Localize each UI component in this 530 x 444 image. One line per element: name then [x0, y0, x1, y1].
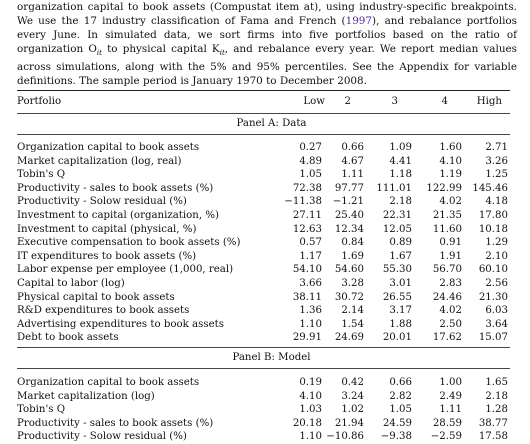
row-value: 1.17	[299, 250, 322, 262]
row-value: 28.59	[432, 417, 462, 429]
row-value: 1.02	[341, 404, 364, 416]
header-3: 3	[391, 96, 398, 107]
row-label: Physical capital to book assets	[17, 291, 175, 303]
row-value: 24.59	[382, 417, 412, 429]
row-value: 1.10	[299, 318, 322, 330]
caption-text-4: , and rebalance every year. We report median values across simulations, along with the 5% and 95% percentiles. See the Appendix for variable definitions. The sample period is January 1970 to December 2008.	[17, 43, 517, 88]
header-4: 4	[441, 96, 448, 107]
row-value: 2.56	[485, 278, 508, 289]
row-value: 30.72	[334, 291, 364, 303]
caption-subscript-2: it	[219, 49, 225, 58]
panel-a-rule	[17, 134, 510, 135]
panel-b-top-rule	[17, 347, 510, 348]
row-value: 2.71	[485, 142, 508, 153]
row-value: 1.54	[341, 318, 364, 330]
row-value: 1.10	[299, 431, 322, 443]
row-value: 0.91	[439, 237, 462, 249]
row-value: 12.05	[382, 223, 412, 235]
row-value: 1.88	[389, 318, 412, 330]
row-value: 22.31	[382, 210, 412, 221]
row-value: 0.42	[341, 377, 364, 388]
row-label: Capital to labor (log)	[17, 278, 125, 289]
row-value: 1.29	[485, 237, 508, 249]
table-row	[17, 168, 510, 182]
row-value: 1.67	[389, 250, 412, 262]
row-value: 15.07	[478, 332, 508, 344]
row-value: 55.30	[382, 264, 412, 276]
row-value: 3.64	[485, 318, 508, 330]
row-value: 1.11	[439, 404, 462, 416]
row-value: −9.38	[380, 431, 412, 443]
caption-subscript-1: it	[96, 49, 102, 58]
header-low: Low	[303, 96, 325, 107]
row-label: R&D expenditures to book assets	[17, 305, 190, 317]
row-label: Productivity - sales to book assets (%)	[17, 182, 214, 194]
row-label: Organization capital to book assets	[17, 142, 200, 153]
header-high: High	[476, 96, 502, 107]
row-value: 2.18	[389, 196, 412, 208]
row-value: 0.84	[341, 237, 364, 249]
row-value: 1.65	[485, 377, 508, 388]
row-value: 21.94	[334, 417, 364, 429]
row-value: 4.89	[299, 155, 322, 167]
row-value: 20.01	[382, 332, 412, 344]
row-value: 3.28	[341, 278, 364, 289]
row-value: 2.10	[485, 250, 508, 262]
row-value: 97.77	[334, 182, 364, 194]
row-value: 0.19	[299, 377, 322, 388]
row-value: 145.46	[472, 182, 508, 194]
row-value: 25.40	[334, 210, 364, 221]
row-value: 0.66	[341, 142, 364, 153]
row-label: Organization capital to book assets	[17, 377, 200, 388]
row-value: 1.60	[439, 142, 462, 153]
row-value: 17.58	[478, 431, 508, 443]
row-value: 3.17	[389, 305, 412, 317]
row-value: 1.36	[299, 305, 322, 317]
row-value: 21.30	[478, 291, 508, 303]
table-row	[17, 182, 510, 196]
table-row	[17, 390, 510, 404]
row-value: 3.26	[485, 155, 508, 167]
row-value: 122.99	[426, 182, 462, 194]
table-row	[17, 209, 510, 223]
row-value: 2.82	[389, 390, 412, 402]
row-value: −11.38	[284, 196, 322, 208]
table-header	[17, 96, 510, 110]
table-row	[17, 195, 510, 209]
table-row	[17, 223, 510, 237]
row-value: 4.02	[439, 305, 462, 317]
table-row	[17, 155, 510, 169]
table-row	[17, 403, 510, 417]
row-value: 1.18	[389, 169, 412, 181]
table-row	[17, 141, 510, 155]
table-row	[17, 318, 510, 332]
row-value: 56.70	[432, 264, 462, 276]
top-rule	[17, 90, 510, 91]
row-label: Labor expense per employee (1,000, real)	[17, 264, 234, 276]
header-portfolio: Portfolio	[17, 96, 62, 107]
row-label: Tobin's Q	[17, 169, 66, 181]
row-value: 24.69	[334, 332, 364, 344]
row-value: 1.91	[439, 250, 462, 262]
row-value: 4.02	[439, 196, 462, 208]
row-value: 6.03	[485, 305, 508, 317]
row-label: Investment to capital (physical, %)	[17, 223, 197, 235]
row-label: Productivity - sales to book assets (%)	[17, 417, 214, 429]
row-value: 27.11	[292, 210, 322, 221]
row-value: 0.27	[299, 142, 322, 153]
row-value: 4.67	[341, 155, 364, 167]
table-row	[17, 376, 510, 390]
row-value: 17.80	[478, 210, 508, 221]
row-value: 26.55	[382, 291, 412, 303]
table-row	[17, 277, 510, 291]
row-value: 1.05	[389, 404, 412, 416]
row-value: 2.18	[485, 390, 508, 402]
row-value: 4.41	[389, 155, 412, 167]
panel-b-label: Panel B: Model	[232, 352, 311, 363]
row-value: 1.25	[485, 169, 508, 181]
row-value: 29.91	[292, 332, 322, 344]
row-value: 2.14	[341, 305, 364, 317]
table-row	[17, 263, 510, 277]
row-value: 10.18	[478, 223, 508, 235]
table-row	[17, 417, 510, 431]
header-rule	[17, 113, 510, 114]
row-value: 1.05	[299, 169, 322, 181]
row-value: 4.18	[485, 196, 508, 208]
row-value: 3.66	[299, 278, 322, 289]
row-value: 24.46	[432, 291, 462, 303]
row-value: 38.11	[292, 291, 322, 303]
row-label: IT expenditures to book assets (%)	[17, 250, 197, 262]
row-value: 60.10	[478, 264, 508, 276]
row-value: 12.34	[334, 223, 364, 235]
panel-a-label: Panel A: Data	[236, 118, 307, 129]
row-value: 1.69	[341, 250, 364, 262]
row-value: 12.63	[292, 223, 322, 235]
row-value: 1.09	[389, 142, 412, 153]
table-row	[17, 250, 510, 264]
row-value: 17.62	[432, 332, 462, 344]
row-label: Executive compensation to book assets (%)	[17, 237, 241, 249]
row-value: 3.24	[341, 390, 364, 402]
row-value: 4.10	[439, 155, 462, 167]
row-value: 38.77	[478, 417, 508, 429]
panel-a-title	[17, 118, 510, 132]
row-value: 1.00	[439, 377, 462, 388]
row-value: 0.57	[299, 237, 322, 249]
panel-b-title	[17, 352, 510, 366]
row-value: 1.11	[341, 169, 364, 181]
table-row	[17, 304, 510, 318]
row-value: 2.83	[439, 278, 462, 289]
row-value: 1.28	[485, 404, 508, 416]
table-caption	[17, 0, 517, 88]
caption-text-3: to physical capital K	[101, 43, 220, 55]
row-label: Market capitalization (log, real)	[17, 155, 182, 167]
row-label: Advertising expenditures to book assets	[17, 318, 224, 330]
row-value: 1.19	[439, 169, 462, 181]
row-value: 54.60	[334, 264, 364, 276]
row-value: 11.60	[432, 223, 462, 235]
row-value: 0.66	[389, 377, 412, 388]
row-label: Productivity - Solow residual (%)	[17, 431, 187, 443]
row-value: −10.86	[326, 431, 364, 443]
row-value: 4.10	[299, 390, 322, 402]
row-value: 54.10	[292, 264, 322, 276]
row-value: 1.03	[299, 404, 322, 416]
row-label: Tobin's Q	[17, 404, 66, 416]
caption-text-1: organization capital to book assets (Compustat item at), using industry-specific breakpoints. We use the 17 industry classification of Fama and French (	[17, 1, 517, 27]
row-label: Productivity - Solow residual (%)	[17, 196, 187, 208]
row-value: 72.38	[292, 182, 322, 194]
row-value: 3.01	[389, 278, 412, 289]
row-value: 2.50	[439, 318, 462, 330]
row-value: 2.49	[439, 390, 462, 402]
row-value: 0.89	[389, 237, 412, 249]
row-value: 111.01	[376, 182, 412, 194]
table-row	[17, 236, 510, 250]
citation-link[interactable]: 1997	[345, 15, 373, 27]
table-row	[17, 291, 510, 305]
row-label: Market capitalization (log)	[17, 390, 155, 402]
row-value: 20.18	[292, 417, 322, 429]
panel-b-rule	[17, 368, 510, 369]
table-row	[17, 331, 510, 345]
header-2: 2	[344, 96, 351, 107]
row-value: −1.21	[332, 196, 364, 208]
row-value: −2.59	[430, 431, 462, 443]
row-label: Investment to capital (organization, %)	[17, 210, 219, 221]
row-value: 21.35	[432, 210, 462, 221]
caption-text-2: ), and rebalance portfolios every June. In simulated data, we sort firms into five portfolios based on the ratio of organization O	[17, 15, 517, 55]
row-label: Debt to book assets	[17, 332, 119, 344]
